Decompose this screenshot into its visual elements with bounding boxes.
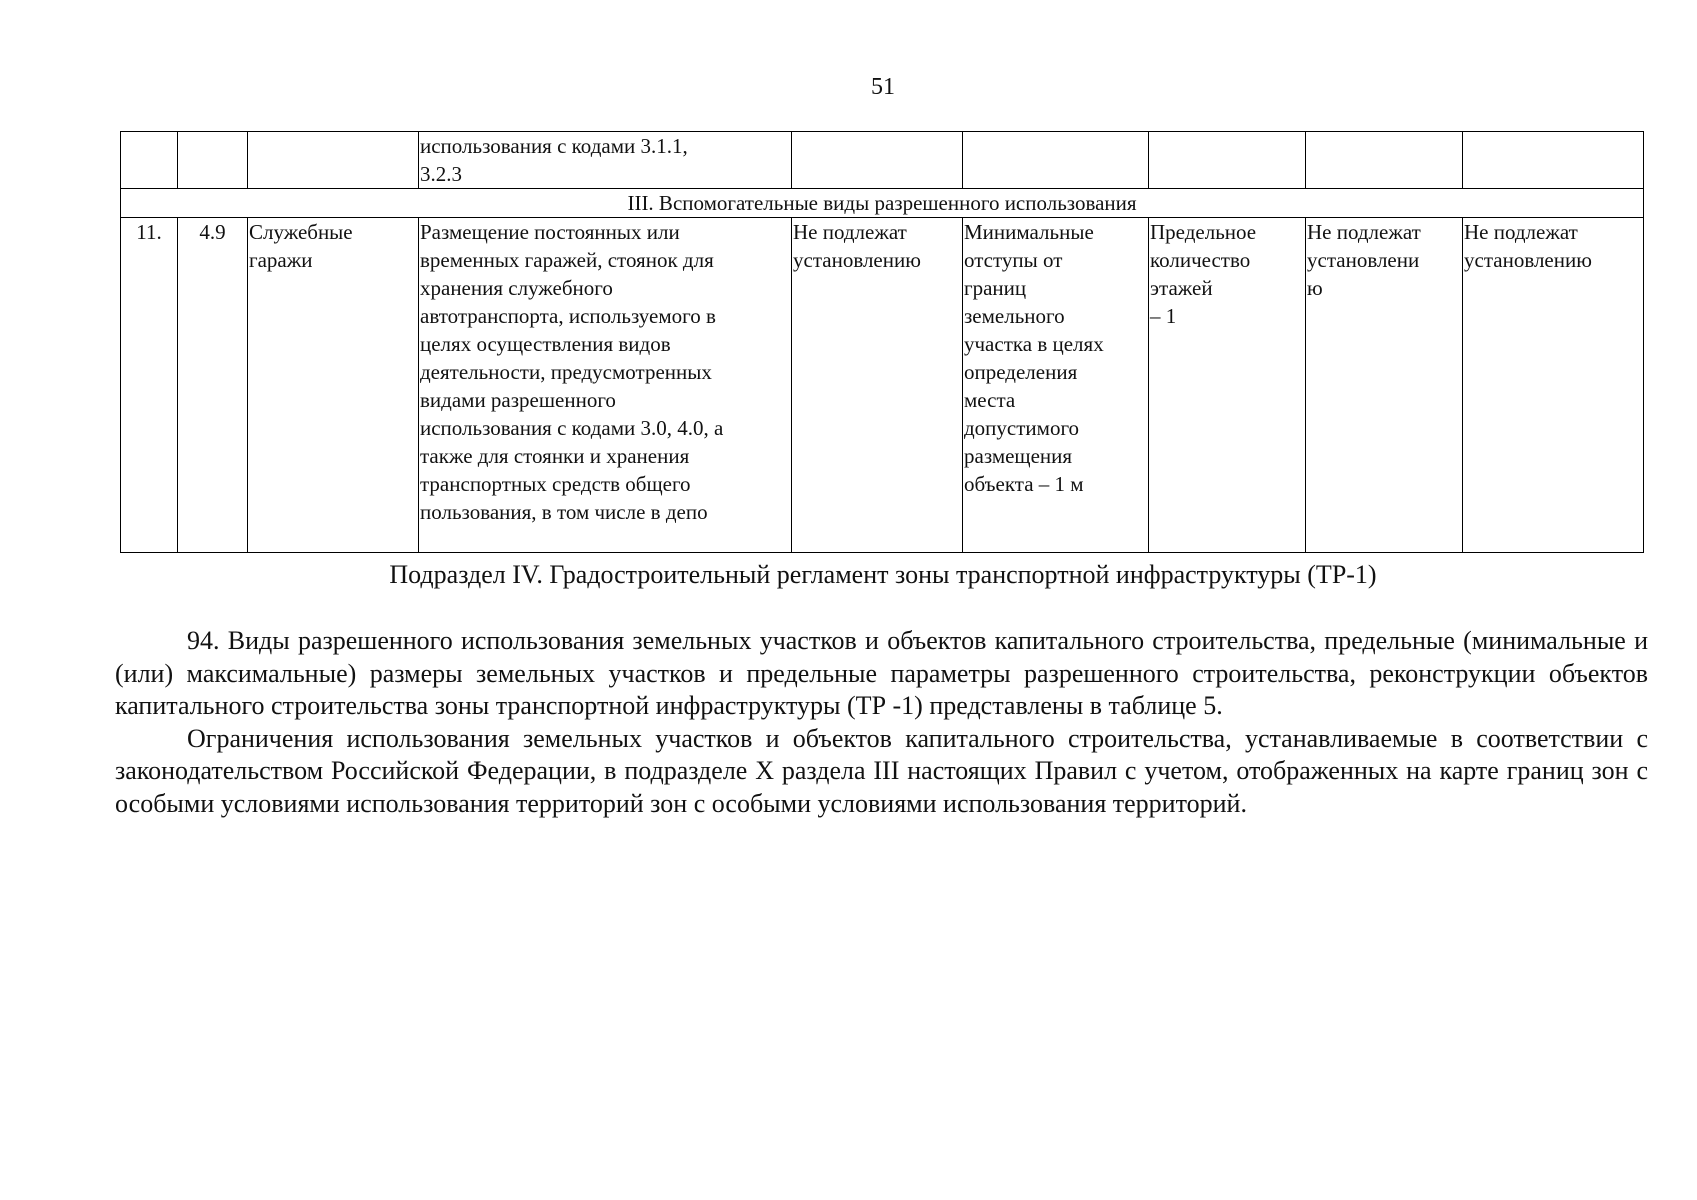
body-text bbox=[115, 625, 1648, 820]
table-cell-floors bbox=[1149, 132, 1306, 189]
row-setbacks: Минимальные отступы от границ земельного участка в целях определения места допустимого размещения объекта – 1 м bbox=[963, 218, 1149, 553]
table-cell-description: использования с кодами 3.1.1, 3.2.3 bbox=[419, 132, 792, 189]
row-coverage: Не подлежат установлени ю bbox=[1306, 218, 1463, 553]
table-section-heading-row bbox=[121, 189, 1644, 218]
table-cell-code bbox=[178, 132, 248, 189]
table-cell-name bbox=[248, 132, 419, 189]
row-code: 4.9 bbox=[178, 218, 248, 553]
table-row-continuation bbox=[121, 132, 1644, 189]
table-cell-other bbox=[1463, 132, 1644, 189]
paragraph-restrictions: Ограничения использования земельных участков и объектов капитального строительства, устанавливаемые в соответствии с законодательством Российской Федерации, в подразделе X раздела III настоящих Правил с учетом, отображенных на карте границ зон с особыми условиями использования территорий зон с особыми условиями использования территорий. bbox=[115, 723, 1648, 818]
row-description: Размещение постоянных или временных гаражей, стоянок для хранения служебного автотранспорта, используемого в целях осуществления видов деятельности, предусмотренных видами разрешенного использования с кодами 3.0, 4.0, а также для стоянки и хранения транспортных средств общего пользования, в том числе в депо bbox=[419, 218, 792, 553]
regulation-table bbox=[120, 131, 1644, 553]
table-cell-num bbox=[121, 132, 178, 189]
row-other: Не подлежат установлению bbox=[1463, 218, 1644, 553]
row-plot-size: Не подлежат установлению bbox=[792, 218, 963, 553]
row-floors: Предельное количество этажей – 1 bbox=[1149, 218, 1306, 553]
row-name: Служебные гаражи bbox=[248, 218, 419, 553]
table-cell-coverage bbox=[1306, 132, 1463, 189]
section-heading: III. Вспомогательные виды разрешенного использования bbox=[121, 189, 1644, 218]
table-row bbox=[121, 218, 1644, 553]
page-number: 51 bbox=[871, 74, 895, 100]
subsection-title: Подраздел IV. Градостроительный регламент зоны транспортной инфраструктуры (ТР-1) bbox=[389, 560, 1377, 589]
row-number: 11. bbox=[121, 218, 178, 553]
table-cell-plot-size bbox=[792, 132, 963, 189]
table-cell-setbacks bbox=[963, 132, 1149, 189]
paragraph-94: 94. Виды разрешенного использования земельных участков и объектов капитального строительства, предельные (минимальные и (или) максимальные) размеры земельных участков и предельные параметры разрешенного строительства, реконструкции объектов капитального строительства зоны транспортной инфраструктуры (ТР -1) представлены в таблице 5. bbox=[115, 626, 1648, 720]
